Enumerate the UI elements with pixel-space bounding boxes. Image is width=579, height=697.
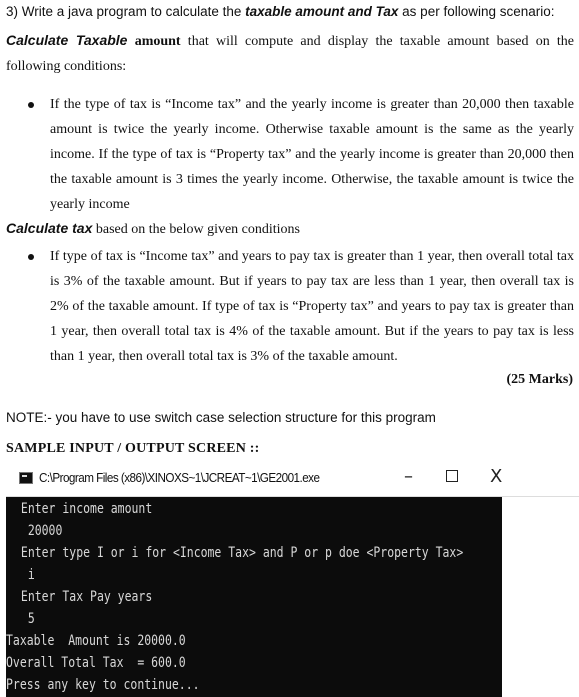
tax-section-heading xyxy=(6,220,300,238)
question-number: 3) xyxy=(6,4,19,19)
marks-label: (25 Marks) xyxy=(506,372,573,387)
note-text: NOTE:- you have to use switch case selection structure for this program xyxy=(6,410,436,425)
taxable-title-italic: Calculate Taxable xyxy=(6,32,128,48)
console-line: 20000 xyxy=(14,523,63,539)
tax-bullet: If type of tax is “Income tax” and years to pay tax is greater than 1 year, then overall total tax is 3% of the taxable amount. But if years to pay tax are less than 1 year, then overall tax is 2% of the taxable amount. If type of tax is “Property tax” and years to pay tax is greater than 1 year, then overall total tax is 4% of the taxable amount. But if the years to pay tax is less than 1 year, then overall total tax is 3% of the taxable amount. xyxy=(50,249,574,364)
taxable-description xyxy=(6,28,574,79)
console-line: Press any key to continue... xyxy=(6,677,200,693)
console-line: Overall Total Tax = 600.0 xyxy=(6,655,186,671)
tax-title: Calculate tax xyxy=(6,220,93,236)
question-heading xyxy=(6,4,555,19)
console-app-icon xyxy=(19,472,33,484)
console-line: 5 xyxy=(14,611,35,627)
close-button[interactable]: X xyxy=(490,466,503,487)
taxable-bullet: If the type of tax is “Income tax” and the yearly income is greater than 20,000 then taxable amount is twice the yearly income. Otherwise taxable amount is the same as the yearly income. If the type of tax is “Property tax” and the yearly income is greater than 20,000 then the taxable amount is 3 times the yearly income. Otherwise, the taxable amount is twice the yearly income xyxy=(50,97,574,212)
tax-description: based on the below given conditions xyxy=(92,222,301,237)
console-line: Taxable Amount is 20000.0 xyxy=(6,633,186,649)
console-line: Enter income amount xyxy=(14,501,153,517)
taxable-title-bold: amount xyxy=(134,34,181,49)
window-title: C:\Program Files (x86)\XINOXS~1\JCREAT~1\GE2001.exe xyxy=(39,470,320,485)
console-line: Enter Tax Pay years xyxy=(14,589,153,605)
bullet-dot-1 xyxy=(28,102,34,108)
console-line: Enter type I or i for <Income Tax> and P or p doe <Property Tax> xyxy=(14,545,464,561)
maximize-button[interactable] xyxy=(446,470,458,482)
question-bold-term: taxable amount and Tax xyxy=(245,4,399,19)
console-window-titlebar[interactable] xyxy=(6,462,579,497)
console-line: i xyxy=(14,567,35,583)
console-output xyxy=(6,497,502,697)
minimize-button[interactable]: – xyxy=(404,466,413,487)
taxable-description-text: that will compute and display the taxable amount based on the following conditions: xyxy=(6,34,574,74)
sample-heading: SAMPLE INPUT / OUTPUT SCREEN :: xyxy=(6,441,260,456)
bullet-dot-2 xyxy=(28,254,34,260)
question-intro: Write a java program to calculate the xyxy=(18,4,246,19)
question-outro: as per following scenario: xyxy=(398,4,555,19)
